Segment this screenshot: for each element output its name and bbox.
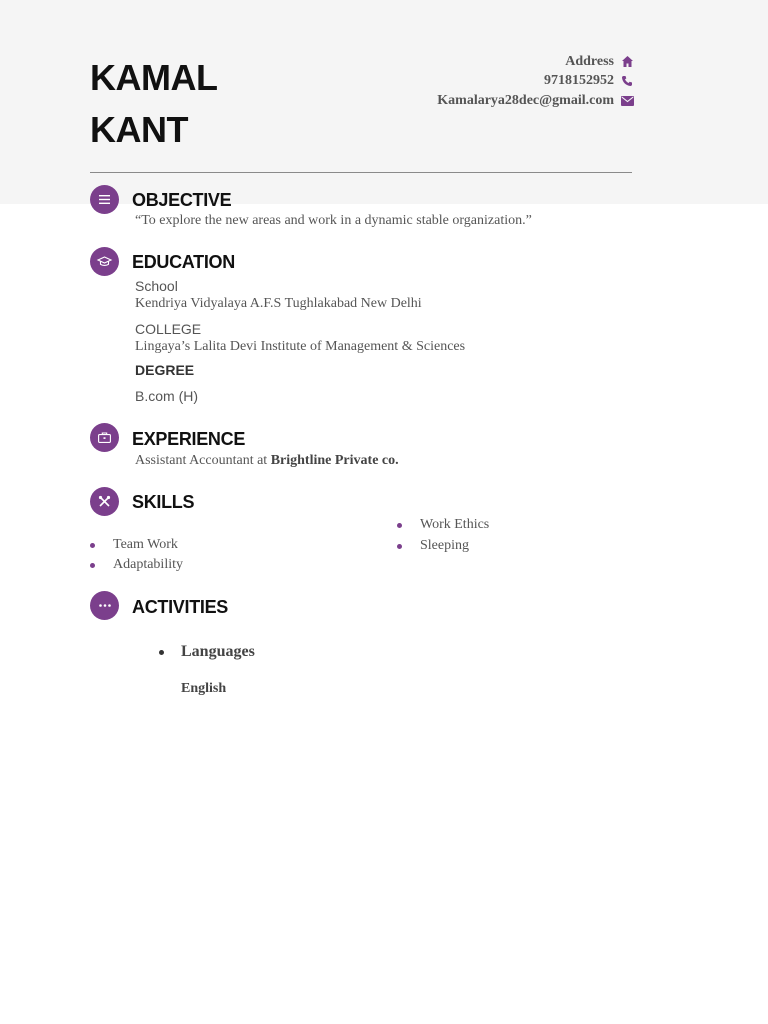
name-line-1: KAMAL <box>90 57 218 98</box>
address-text: Address <box>565 53 614 69</box>
briefcase-icon <box>90 423 119 452</box>
skill-item: Work Ethics <box>420 517 490 532</box>
experience-heading: EXPERIENCE <box>132 429 246 449</box>
objective-heading: OBJECTIVE <box>132 190 232 210</box>
name-line-2: KANT <box>90 109 188 150</box>
phone-text: 9718152952 <box>544 73 614 89</box>
college-label: COLLEGE <box>135 321 202 337</box>
school-value: Kendriya Vidyalaya A.F.S Tughlakabad New Delhi <box>135 296 422 311</box>
skills-heading: SKILLS <box>132 492 195 512</box>
activity-item: Languages <box>181 643 255 660</box>
ellipsis-icon <box>90 591 119 620</box>
experience-text <box>135 453 399 469</box>
candidate-name <box>90 52 350 150</box>
school-label: School <box>135 278 178 294</box>
tools-icon <box>90 487 119 516</box>
header-divider <box>90 172 632 173</box>
phone-icon <box>620 74 634 88</box>
contact-block <box>437 52 634 111</box>
skill-bullet <box>90 563 95 568</box>
home-icon <box>620 55 634 69</box>
activity-subitem: English <box>181 681 227 696</box>
activity-bullet <box>159 650 164 655</box>
contact-address <box>437 52 634 72</box>
experience-role: Assistant Accountant at <box>135 453 271 468</box>
envelope-icon <box>620 94 634 108</box>
skill-item: Adaptability <box>113 557 183 572</box>
degree-label: DEGREE <box>135 362 195 378</box>
skill-bullet <box>397 523 402 528</box>
skill-item: Team Work <box>113 537 178 552</box>
skill-bullet <box>397 544 402 549</box>
activities-heading: ACTIVITIES <box>132 597 229 617</box>
skill-item: Sleeping <box>420 538 469 553</box>
email-text: Kamalarya28dec@gmail.com <box>437 92 614 108</box>
list-icon <box>90 185 119 214</box>
degree-value: B.com (H) <box>135 388 198 404</box>
contact-phone <box>437 72 634 92</box>
objective-text: “To explore the new areas and work in a dynamic stable organization.” <box>135 213 532 228</box>
graduation-cap-icon <box>90 247 119 276</box>
college-value: Lingaya’s Lalita Devi Institute of Management & Sciences <box>135 339 466 354</box>
experience-company: Brightline Private co. <box>270 453 399 468</box>
contact-email <box>437 91 634 111</box>
skill-bullet <box>90 543 95 548</box>
education-heading: EDUCATION <box>132 252 235 272</box>
